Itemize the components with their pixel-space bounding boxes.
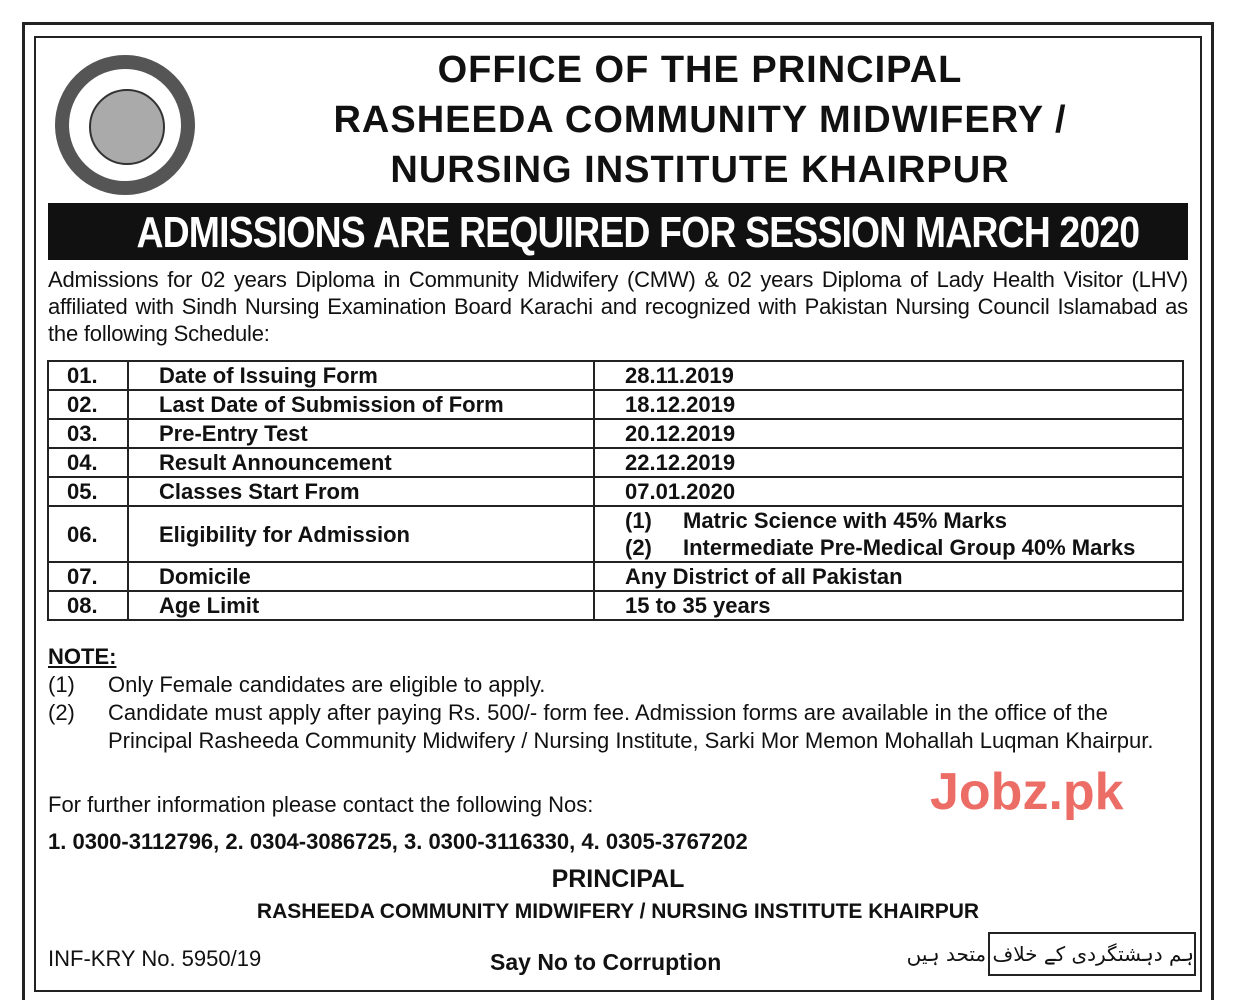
row-label: Age Limit bbox=[128, 591, 594, 620]
row-number: 08. bbox=[48, 591, 128, 620]
row-value-cell bbox=[594, 591, 1183, 620]
note-item bbox=[48, 699, 1188, 755]
note-text: Only Female candidates are eligible to apply. bbox=[108, 672, 546, 697]
row-value: Any District of all Pakistan bbox=[625, 564, 903, 589]
schedule-table bbox=[47, 360, 1184, 621]
row-value: 28.11.2019 bbox=[625, 363, 734, 388]
table-row bbox=[48, 506, 1183, 562]
row-number: 01. bbox=[48, 361, 128, 390]
row-value-cell bbox=[594, 562, 1183, 591]
row-label: Eligibility for Admission bbox=[128, 506, 594, 562]
slogan: Say No to Corruption bbox=[490, 949, 722, 975]
header-line-3: NURSING INSTITUTE KHAIRPUR bbox=[390, 149, 1010, 191]
signature-title: PRINCIPAL bbox=[551, 865, 685, 893]
row-value: 22.12.2019 bbox=[625, 450, 736, 475]
option-text: Intermediate Pre-Medical Group 40% Marks bbox=[683, 535, 1136, 560]
row-value-cell bbox=[594, 361, 1183, 390]
row-number: 04. bbox=[48, 448, 128, 477]
intro-paragraph: Admissions for 02 years Diploma in Community Midwifery (CMW) & 02 years Diploma of Lady Health Visitor (LHV) affiliated with Sindh Nursing Examination Board Karachi and recognized with Pakistan Nursing Council Islamabad as the following Schedule: bbox=[48, 267, 1188, 346]
note-number: (2) bbox=[48, 700, 75, 725]
phone-numbers: 1. 0300-3112796, 2. 0304-3086725, 3. 0300-3116330, 4. 0305-3767202 bbox=[48, 829, 748, 854]
option-text: Matric Science with 45% Marks bbox=[683, 508, 1008, 533]
row-number: 07. bbox=[48, 562, 128, 591]
urdu-slogan: ہم دہشتگردی کے خلاف متحد ہیں bbox=[988, 932, 1196, 976]
watermark: Jobz.pk bbox=[930, 763, 1124, 821]
note-number: (1) bbox=[48, 672, 75, 697]
row-value-cell bbox=[594, 419, 1183, 448]
table-row bbox=[48, 477, 1183, 506]
table-row bbox=[48, 591, 1183, 620]
option-number: (2) bbox=[625, 535, 652, 560]
note-title: NOTE: bbox=[48, 644, 117, 669]
signature-org: RASHEEDA COMMUNITY MIDWIFERY / NURSING INSTITUTE KHAIRPUR bbox=[256, 900, 980, 923]
table-row bbox=[48, 419, 1183, 448]
eligibility-option bbox=[625, 507, 1182, 534]
row-number: 03. bbox=[48, 419, 128, 448]
note-item bbox=[48, 671, 1188, 699]
row-value-cell bbox=[594, 448, 1183, 477]
institute-logo bbox=[55, 55, 195, 195]
eligibility-option bbox=[625, 534, 1182, 561]
row-value: 07.01.2020 bbox=[625, 479, 736, 504]
row-value: 18.12.2019 bbox=[625, 392, 736, 417]
row-label: Last Date of Submission of Form bbox=[128, 390, 594, 419]
table-row bbox=[48, 448, 1183, 477]
row-number: 06. bbox=[48, 506, 128, 562]
table-row bbox=[48, 562, 1183, 591]
row-number: 02. bbox=[48, 390, 128, 419]
row-label: Domicile bbox=[128, 562, 594, 591]
banner-text: ADMISSIONS ARE REQUIRED FOR SESSION MARCH 2020 bbox=[136, 208, 1140, 257]
row-label: Classes Start From bbox=[128, 477, 594, 506]
row-value: 20.12.2019 bbox=[625, 421, 736, 446]
table-row bbox=[48, 390, 1183, 419]
admission-banner bbox=[48, 203, 1188, 260]
contact-label: For further information please contact the following Nos: bbox=[48, 792, 594, 817]
row-value-cell bbox=[594, 506, 1183, 562]
row-label: Pre-Entry Test bbox=[128, 419, 594, 448]
option-number: (1) bbox=[625, 508, 652, 533]
header-line-2: RASHEEDA COMMUNITY MIDWIFERY / bbox=[333, 99, 1067, 141]
header-line-1: OFFICE OF THE PRINCIPAL bbox=[437, 49, 963, 91]
row-value-cell bbox=[594, 390, 1183, 419]
mother-child-emblem bbox=[89, 89, 165, 165]
note-text: Candidate must apply after paying Rs. 500/- form fee. Admission forms are available in the office of the Principal Rasheeda Community Midwifery / Nursing Institute, Sarki Mor Memon Mohallah Luqman Khairpur. bbox=[108, 700, 1154, 753]
row-label: Result Announcement bbox=[128, 448, 594, 477]
row-value: 15 to 35 years bbox=[625, 593, 771, 618]
row-value-cell bbox=[594, 477, 1183, 506]
row-label: Date of Issuing Form bbox=[128, 361, 594, 390]
row-number: 05. bbox=[48, 477, 128, 506]
ref-number: INF-KRY No. 5950/19 bbox=[48, 946, 262, 971]
table-row bbox=[48, 361, 1183, 390]
note-section bbox=[48, 643, 1188, 755]
